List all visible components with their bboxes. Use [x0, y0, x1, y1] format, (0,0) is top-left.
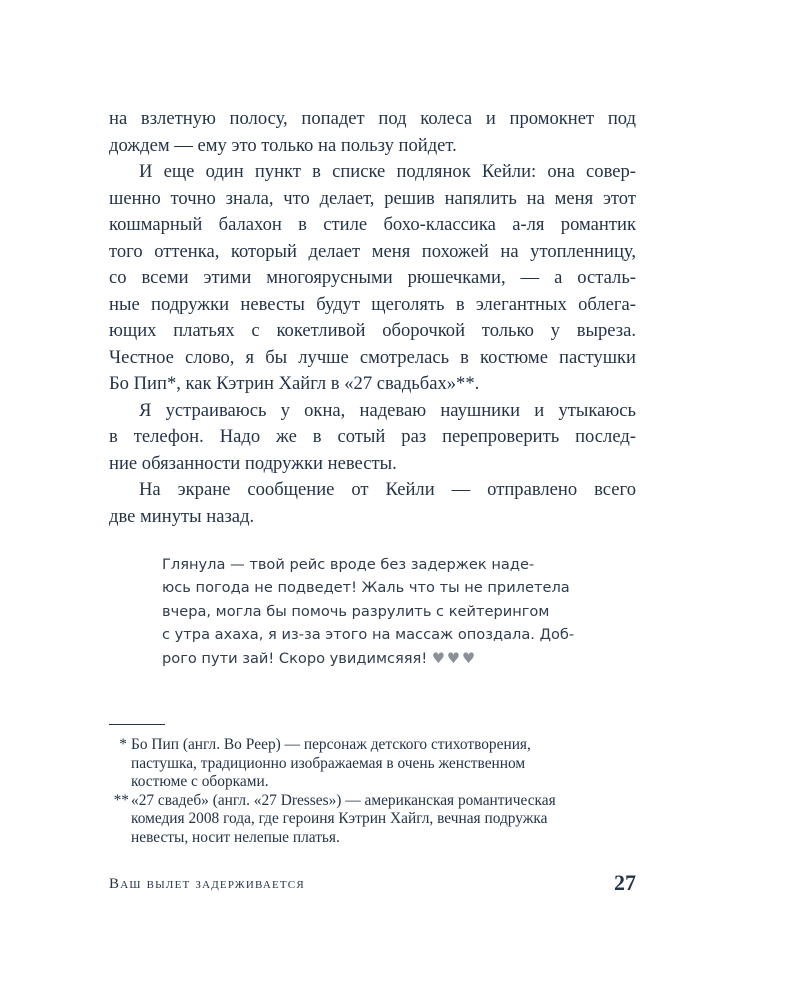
body-text [109, 106, 636, 530]
text-line: в телефон. Надо же в сотый раз перепроверить послед- [109, 426, 636, 447]
footnote-2 [109, 792, 636, 811]
text-line: Честное слово, я бы лучше смотрелась в костюме пастушки [109, 346, 636, 368]
text-message [162, 553, 582, 670]
text-line: И еще один пункт в списке подлянок Кейли: она совер- [139, 161, 636, 182]
heart-icon: ♥♥♥ [431, 649, 478, 667]
text-line: Бо Пип*, как Кэтрин Хайгл в «27 свадьбах»**. [109, 373, 480, 394]
text-line: на взлетную полосу, попадет под колеса и промокнет под [109, 108, 636, 129]
message-line: вчера, могла бы помочь разрулить с кейтерингом [162, 602, 550, 620]
footnote-text: пастушка, традиционно изображаемая в очень женственном [131, 754, 526, 772]
text-line: ние обязанности подружки невесты. [109, 452, 397, 474]
text-line: две минуты назад. [109, 505, 255, 527]
footnote-1-cont [109, 755, 636, 774]
text-line: со всеми этими многоярусными рюшечками, — а осталь- [109, 267, 636, 288]
footnotes [109, 736, 636, 848]
footnote-1-cont [109, 773, 636, 792]
page-number: 27 [614, 870, 636, 895]
text-line: ющих платьях с кокетливой оборочкой только у выреза. [109, 320, 636, 341]
text-line: ные подружки невесты будут щеголять в элегантных облега- [109, 293, 636, 315]
footnote-marker: ** [113, 791, 129, 809]
text-line: того оттенка, который делает меня похожей на утопленницу, [109, 240, 636, 262]
message-line: рого пути зай! Скоро увидимсяяя! [162, 649, 428, 667]
footnote-text: комедия 2008 года, где героиня Кэтрин Хайгл, вечная подружка [131, 810, 548, 828]
text-line: На экране сообщение от Кейли — отправлено всего [139, 479, 636, 500]
footnote-text: Бо Пип (англ. Bo Peep) — персонаж детского стихотворения, [131, 736, 531, 753]
message-line: Глянула — твой рейс вроде без задержек наде- [162, 556, 535, 573]
footnote-marker: * [119, 736, 127, 753]
footnote-2-cont [109, 829, 636, 848]
message-line: юсь погода не подведет! Жаль что ты не прилетела [162, 579, 570, 597]
footnote-1 [109, 736, 636, 755]
message-line-last [162, 647, 582, 670]
text-line: дождем — ему это только на пользу пойдет. [109, 134, 457, 156]
footnote-2-cont [109, 810, 636, 829]
text-line: кошмарный балахон в стиле бохо-классика а-ля романтик [109, 214, 636, 235]
text-line: шенно точно знала, что делает, решив напялить на меня этот [109, 187, 636, 209]
running-footer-title: Ваш вылет задерживается [109, 876, 305, 892]
footnote-text: «27 свадеб» (англ. «27 Dresses») — американская романтическая [131, 791, 556, 809]
footnote-divider [109, 724, 165, 725]
text-line: Я устраиваюсь у окна, надеваю наушники и утыкаюсь [139, 399, 636, 421]
footnote-text: невесты, носит нелепые платья. [131, 828, 340, 846]
footnote-text: костюме с оборками. [131, 773, 269, 791]
message-line: с утра ахаха, я из-за этого на массаж опоздала. Доб- [162, 626, 575, 644]
